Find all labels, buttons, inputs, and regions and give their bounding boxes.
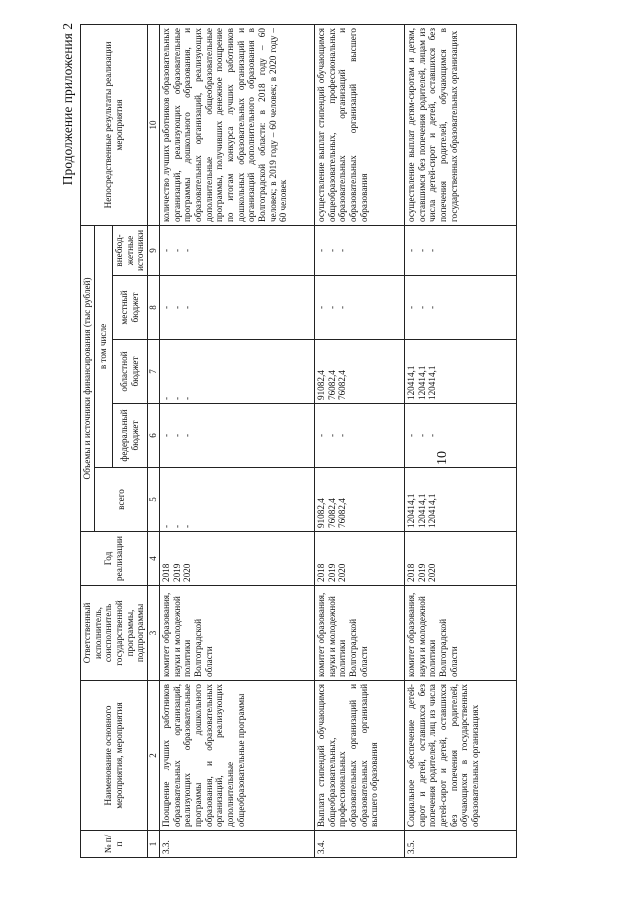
rotated-page-content [60,23,630,858]
total-values-value: - [171,524,182,528]
col-number: 1 [148,831,160,858]
year-list-value: 2020 [337,563,348,582]
federal-values-value: - [182,433,193,438]
total-values-value: 120414,1 [406,493,417,528]
year-list-value: 2020 [182,563,193,582]
year-list-value: 2018 [406,563,417,582]
extra-values-value: - [427,248,438,253]
total-values [315,468,405,532]
local-values-value: - [406,305,417,310]
header-federal: федеральный бюджет [113,404,148,468]
regional-values-value: 91082,4 [316,370,327,400]
row-number: 3.3. [160,831,315,858]
extra-values-value: - [326,248,337,253]
local-values-value: - [427,305,438,310]
row-number: 3.4. [315,831,405,858]
total-values-value: - [161,524,172,528]
total-values-value: 76082,4 [326,498,337,528]
column-number-row [148,25,160,858]
local-values-value: - [326,305,337,310]
total-values-value: 91082,4 [316,498,327,528]
local-values-value: - [171,305,182,310]
header-total: всего [94,468,147,532]
col-number: 6 [148,404,160,468]
table-row [315,25,405,858]
extra-values-value: - [171,248,182,253]
local-values [160,276,315,340]
regional-values-value: - [182,396,193,400]
local-values [405,276,517,340]
local-values-value: - [316,305,327,310]
extra-values-value: - [182,248,193,253]
local-values [315,276,405,340]
table-row [405,25,517,858]
header-in-that: в том числе [94,226,112,468]
year-list [405,532,517,586]
executor: комитет образования, науки и молодежной политики Волгоградской области [405,586,517,681]
total-values-value: 120414,1 [427,493,438,528]
regional-values [315,340,405,404]
regional-values-value: 120414,1 [416,365,427,400]
col-number: 9 [148,226,160,276]
extra-values-value: - [161,248,172,253]
federal-values-value: - [326,433,337,438]
year-list [160,532,315,586]
year-list-value: 2019 [171,563,182,582]
col-number: 2 [148,681,160,831]
header-n: № п/п [81,831,148,858]
col-number: 8 [148,276,160,340]
federal-values-value: - [406,433,417,438]
year-list-value: 2020 [427,563,438,582]
col-number: 7 [148,340,160,404]
regional-values-value: - [171,396,182,400]
executor: комитет образования, науки и молодежной политики Волгоградской области [315,586,405,681]
table-row [160,25,315,858]
year-list [315,532,405,586]
row-number: 3.5. [405,831,517,858]
year-list-value: 2019 [326,563,337,582]
total-values-value: 120414,1 [416,493,427,528]
year-list-value: 2018 [161,563,172,582]
regional-values-value: 120414,1 [406,365,417,400]
federal-values-value: - [416,433,427,438]
col-number: 4 [148,532,160,586]
col-number: 10 [148,25,160,226]
regional-values [405,340,517,404]
header-name: Наименование основного мероприятия, мероприятия [81,681,148,831]
federal-values-value: - [161,433,172,438]
result-text: осуществление выплат стипендий обучающимся общеобразовательных, профессиональных образовательных организаций и образовательных организаций высшего образования [315,25,405,226]
federal-values [315,404,405,468]
year-list-value: 2018 [316,563,327,582]
regional-values-value: - [161,396,172,400]
col-number: 3 [148,586,160,681]
federal-values-value: - [316,433,327,438]
event-name: Поощрение лучших работников образовательных организаций, реализующих образовательные программы дошкольного образования, и образовательных организаций, реализующих дополнительные общеобразовательные программы [160,681,315,831]
result-text: осуществление выплат детям-сиротам и детям, оставшимся без попечения родителей, лицам из числа детей-сирот и детей, оставшихся без попечения родителей, обучающимся в государственных образовательных организациях [405,25,517,226]
total-values [405,468,517,532]
federal-values-value: - [171,433,182,438]
page-number: 10 [435,451,450,465]
extra-values-value: - [416,248,427,253]
regional-values-value: 76082,4 [326,370,337,400]
executor: комитет образования, науки и молодежной политики Волгоградской области [160,586,315,681]
local-values-value: - [416,305,427,310]
extra-values [405,226,517,276]
year-list-value: 2019 [416,563,427,582]
total-values-value: 76082,4 [337,498,348,528]
event-name: Выплата стипендий обучающимся общеобразовательных, профессиональных образовательных организаций и образовательных организаций высшего образования [315,681,405,831]
event-name: Социальное обеспечение детей-сирот и детей, оставшихся без попечения родителей, лиц из числа детей-сирот и детей, оставшихся без попечения родителей, обучающихся в государственных образовательных организациях [405,681,517,831]
local-values-value: - [182,305,193,310]
regional-values [160,340,315,404]
extra-values [315,226,405,276]
federal-values-value: - [427,433,438,438]
local-values-value: - [337,305,348,310]
header-extra: внебюд-жетные источники [113,226,148,276]
result-text: количество лучших работников образовательных организаций, реализующих образовательные программы дошкольного образования, и образовательных организаций, реализующих дополнительные общеобразовательные программы, получивших денежное поощрение по итогам конкурса лучших работников дошкольных образовательных организаций и организаций дополнительного образования в Волгоградской области: в 2018 году – 60 человек; в 2019 году – 60 человек; в 2020 году – 60 человек [160,25,315,226]
federal-values-value: - [337,433,348,438]
total-values [160,468,315,532]
regional-values-value: 120414,1 [427,365,438,400]
header-executor: Ответственный исполнитель, соисполнитель государственной программы, подпрограммы [81,586,148,681]
extra-values [160,226,315,276]
regional-values-value: 76082,4 [337,370,348,400]
header-year: Год реализации [81,532,148,586]
header-funding: Объемы и источники финансирования (тыс рублей) [81,226,95,532]
total-values-value: - [182,524,193,528]
header-regional: областной бюджет [113,340,148,404]
federal-values [160,404,315,468]
continuation-title: Продолжение приложения 2 [60,23,75,186]
funding-table [80,24,517,858]
local-values-value: - [161,305,172,310]
extra-values-value: - [406,248,417,253]
header-local: местный бюджет [113,276,148,340]
federal-values [405,404,517,468]
extra-values-value: - [316,248,327,253]
col-number: 5 [148,468,160,532]
header-results: Непосредственные результаты реализации мероприятия [81,25,148,226]
extra-values-value: - [337,248,348,253]
